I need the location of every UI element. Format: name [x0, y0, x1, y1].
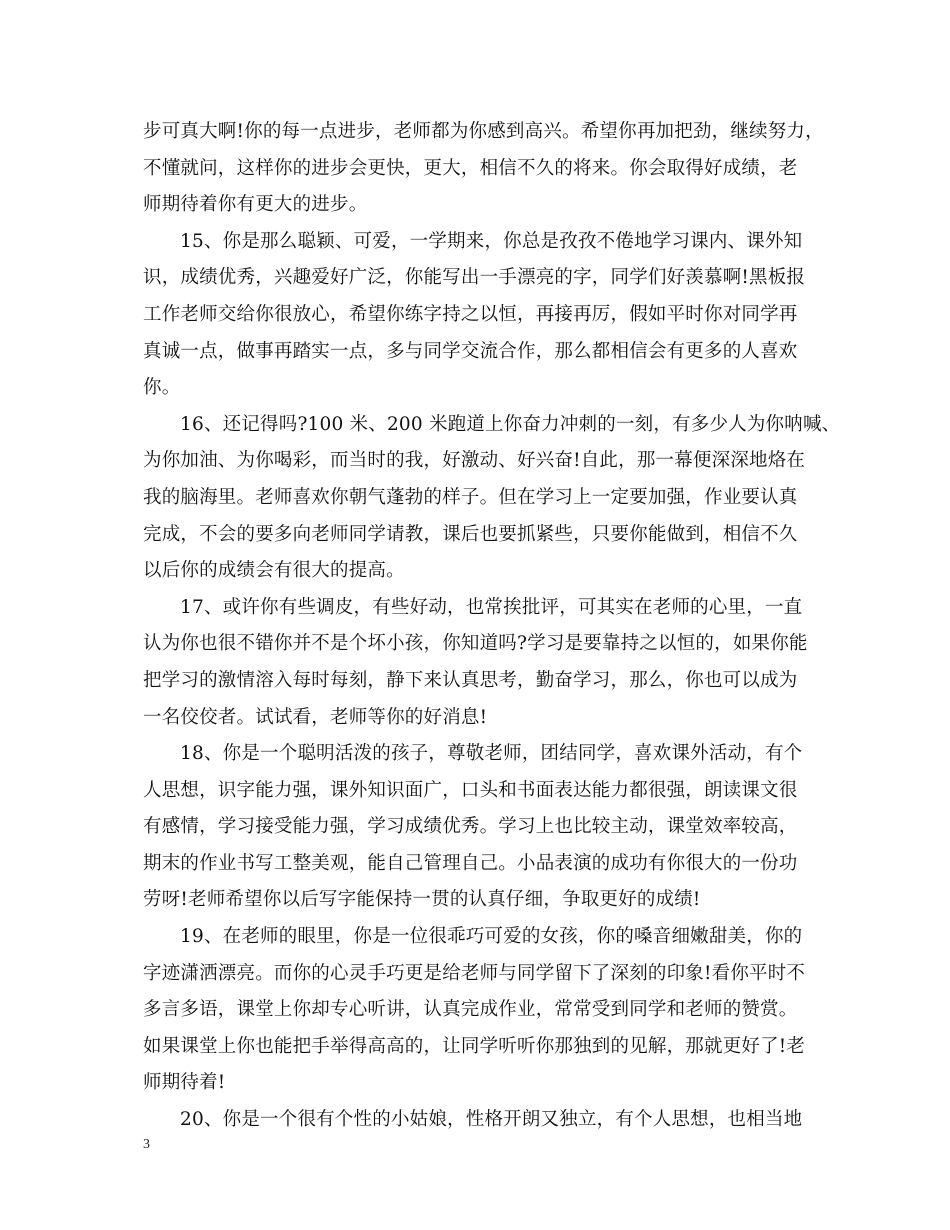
page-number: 3: [143, 1137, 150, 1152]
paragraph-17: [143, 590, 815, 736]
paragraph-16: [143, 407, 841, 590]
text-line: 你。: [143, 377, 181, 399]
text-line: 如果课堂上你也能把手举得高高的，让同学听听你那独到的见解，那就更好了!老: [143, 1035, 806, 1057]
paragraph-19: [143, 919, 815, 1102]
text-line: 20、你是一个很有个性的小姑娘，性格开朗又独立，有个人思想，也相当地: [180, 1109, 803, 1131]
text-line: 识，成绩优秀，兴趣爱好广泛，你能写出一手漂亮的字，同学们好羡慕啊!黑板报: [143, 267, 806, 289]
text-line: 18、你是一个聪明活泼的孩子，尊敬老师，团结同学，喜欢课外活动，有个: [180, 743, 803, 765]
text-line: 完成，不会的要多向老师同学请教，课后也要抓紧些，只要你能做到，相信不久: [143, 523, 798, 545]
text-line: 师期待着你有更大的进步。: [143, 194, 368, 216]
text-line: 工作老师交给你很放心，希望你练字持之以恒，再接再厉，假如平时你对同学再: [143, 303, 798, 325]
document-body: [143, 114, 841, 1139]
text-line: 一名佼佼者。试试看，老师等你的好消息!: [143, 706, 488, 728]
text-line: 为你加油、为你喝彩，而当时的我，好激动、好兴奋!自此，那一幕便深深地烙在: [143, 450, 806, 472]
text-line: 多言多语，课堂上你却专心听讲，认真完成作业，常常受到同学和老师的赞赏。: [143, 999, 798, 1021]
text-line: 师期待着!: [143, 1072, 226, 1094]
text-line: 步可真大啊!你的每一点进步，老师都为你感到高兴。希望你再加把劲，继续努力，: [143, 121, 824, 142]
text-line: 人思想，识字能力强，课外知识面广，口头和书面表达能力都很强，朗读课文很: [143, 779, 798, 801]
paragraph-15: [143, 224, 815, 407]
text-line: 19、在老师的眼里，你是一位很乖巧可爱的女孩，你的嗓音细嫩甜美，你的: [180, 926, 803, 948]
text-line: 我的脑海里。老师喜欢你朝气蓬勃的样子。但在学习上一定要加强，作业要认真: [143, 486, 798, 508]
text-line: 有感情，学习接受能力强，学习成绩优秀。学习上也比较主动，课堂效率较高，: [143, 816, 798, 838]
text-line: 字迹潇洒漂亮。而你的心灵手巧更是给老师与同学留下了深刻的印象!看你平时不: [143, 962, 806, 984]
text-line: 17、或许你有些调皮，有些好动，也常挨批评，可其实在老师的心里，一直: [180, 596, 803, 618]
paragraph-18: [143, 736, 815, 919]
text-line: 15、你是那么聪颖、可爱，一学期来，你总是孜孜不倦地学习课内、课外知: [180, 230, 803, 252]
text-line: 真诚一点，做事再踏实一点，多与同学交流合作，那么都相信会有更多的人喜欢: [143, 340, 798, 362]
text-line: 劳呀!老师希望你以后写字能保持一贯的认真仔细，争取更好的成绩!: [143, 889, 701, 911]
text-line: 16、还记得吗?100 米、200 米跑道上你奋力冲刺的一刻，有多少人为你呐喊、: [180, 413, 841, 435]
text-line: 把学习的激情溶入每时每刻，静下来认真思考，勤奋学习，那么，你也可以成为: [143, 669, 798, 691]
text-line: 认为你也很不错你并不是个坏小孩，你知道吗?学习是要靠持之以恒的，如果你能: [143, 633, 808, 655]
paragraph-14-continued: [143, 114, 824, 224]
paragraph-20: [143, 1102, 815, 1139]
text-line: 期末的作业书写工整美观，能自己管理自己。小品表演的成功有你很大的一份功: [143, 852, 798, 874]
text-line: 不懂就问，这样你的进步会更快，更大，相信不久的将来。你会取得好成绩，老: [143, 157, 798, 179]
text-line: 以后你的成绩会有很大的提高。: [143, 560, 405, 582]
